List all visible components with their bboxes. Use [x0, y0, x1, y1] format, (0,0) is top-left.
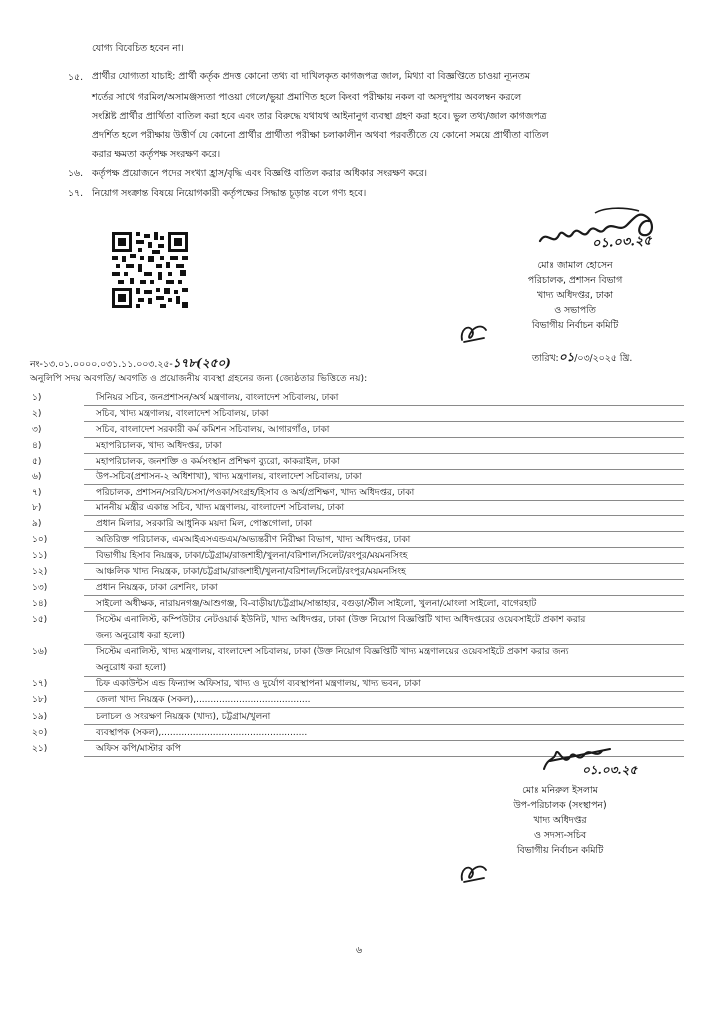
copy-list-text-line-1: সচিব, বাংলাদেশ সরকারী কর্ম কমিশন সচিবালয়, আগারগাঁও, ঢাকা — [96, 425, 330, 435]
copy-list-text-line-1: মাননীয় মন্ত্রীর একান্ত সচিব, খাদ্য মন্ত্রণালয়, বাংলাদেশ সচিবালয়, ঢাকা — [96, 503, 345, 513]
signatory-2-block — [480, 783, 640, 858]
copy-list-text-line-1: ব্যবস্থাপক (সকল),................................................... — [96, 728, 308, 738]
continuation-line: যোগ্য বিবেচিত হবেন না। — [92, 43, 184, 54]
memo-number-prefix: নং-১৩.০১.০০০০.০৩১.১১.০০৩.২৫- — [30, 359, 173, 370]
copy-list-number: ১৬) — [32, 647, 48, 657]
copy-list-text-line-1: প্রধান মিলার, সরকারি আধুনিক ময়দা মিল, পোস্তগোলা, ঢাকা — [96, 519, 313, 529]
copy-list-rule — [84, 484, 684, 485]
memo-number — [30, 357, 231, 371]
memo-number-handwritten: ১৭৮(২৫০) — [172, 356, 231, 370]
copy-list-item — [30, 582, 710, 595]
copy-list-rule — [84, 547, 684, 548]
initial-mark-2 — [458, 860, 490, 886]
copy-list-text — [96, 487, 696, 500]
copy-list-rule — [84, 707, 684, 708]
copy-list-item — [30, 550, 710, 563]
copy-list-text-line-1: বিভাগীয় হিসাব নিয়ন্ত্রক, ঢাকা/চট্টগ্রাম/রাজশাহী/খুলনা/বরিশাল/সিলেট/রংপুর/ময়মনসিংহ — [96, 551, 408, 561]
copy-list-text-line-1: অফিস কপি/মাস্টার কপি — [96, 744, 181, 754]
copy-list-rule — [84, 531, 684, 532]
copy-list-number: ১৫) — [32, 615, 48, 625]
signature-2-date: ০১.০৩.২৫ — [582, 763, 638, 777]
copy-list-number: ৮) — [32, 503, 42, 513]
copy-list-text — [96, 424, 696, 437]
copy-list-number: ১৯) — [32, 712, 48, 722]
page-number: ৬ — [356, 945, 363, 956]
copy-list-item — [30, 614, 710, 641]
memo-date — [532, 351, 632, 365]
signatory-2-designation: উপ-পরিচালক (সংস্থাপন) — [513, 800, 607, 811]
copy-list-item — [30, 534, 710, 547]
copy-list-text-line-1: মহাপরিচালক, জনশক্তি ও কর্মসংস্থান প্রশিক্ষণ ব্যুরো, কাকরাইল, ঢাকা — [96, 457, 340, 467]
copy-list-number: ৭) — [32, 488, 42, 498]
copy-list-item — [30, 408, 710, 421]
memo-date-printed: /০৩/২০২৫ খ্রি. — [574, 353, 633, 364]
copy-list-rule — [84, 469, 684, 470]
copy-list-rule — [84, 500, 684, 501]
copy-list-number: ১৩) — [32, 583, 48, 593]
copy-list-number: ২১) — [32, 744, 48, 754]
signatory-2-role: ও সদস্য-সচিব — [533, 830, 586, 841]
copy-list-text — [96, 502, 696, 515]
clause-16-text: কর্তৃপক্ষ প্রয়োজনে পদের সংখ্যা হ্রাস/বৃদ্ধি এবং বিজ্ঞপ্তি বাতিল করার অধিকার সংরক্ষণ করে। — [92, 168, 428, 179]
clause-15-line-3: সংশ্লিষ্ট প্রার্থীর প্রার্থিতা বাতিল করা হবে এবং তার বিরুদ্ধে যথাযথ আইনানুগ ব্যবস্থা গ্রহণ করা হবে। ভুল তথ্য/জাল কাগজপত্র — [92, 111, 547, 122]
copy-list-item — [30, 518, 710, 531]
copy-list-item — [30, 392, 710, 405]
copy-list-text-line-2: জন্য অনুরোধ করা হলো) — [96, 631, 186, 641]
copy-list-text-line-1: চলাচল ও সংরক্ষণ নিয়ন্ত্রক (খাদ্য), চট্টগ্রাম/খুলনা — [96, 712, 271, 722]
copy-list-rule — [84, 676, 684, 677]
clause-17-text: নিয়োগ সংক্রান্ত বিষয়ে নিয়োগকারী কর্তৃপক্ষের সিদ্ধান্ত চূড়ান্ত বলে গণ্য হবে। — [92, 188, 367, 199]
copy-list-rule — [84, 691, 684, 692]
clause-15-line-2: শর্তের সাথে গরমিল/অসামঞ্জস্যতা পাওয়া গেলে/ভুয়া প্রমাণিত হলে কিংবা পরীক্ষায় নকল বা অসদুপায় অবলম্বন করলে — [92, 92, 522, 103]
copy-list-text-line-1: মহাপরিচালক, খাদ্য অধিদপ্তর, ঢাকা — [96, 441, 222, 451]
copy-list-rule — [84, 579, 684, 580]
copy-list-item — [30, 502, 710, 515]
clause-number-15: ১৫. — [68, 72, 84, 83]
copy-list-text — [96, 518, 696, 531]
signatory-2-committee: বিভাগীয় নির্বাচন কমিটি — [516, 845, 604, 856]
copy-list-number: ১১) — [32, 551, 48, 561]
copy-list-text — [96, 456, 696, 469]
copy-list-text — [96, 711, 696, 724]
copy-list-rule — [84, 405, 684, 406]
copy-list-text — [96, 550, 696, 563]
copy-list-number: ১৭) — [32, 679, 48, 689]
signatory-2-office: খাদ্য অধিদপ্তর — [533, 815, 587, 826]
copy-list-text — [96, 598, 696, 611]
copy-list-text-line-1: অতিরিক্ত পরিচালক, এমআইএসএন্ডএম/অভ্যন্তরীণ নিরীক্ষা বিভাগ, খাদ্য অধিদপ্তর, ঢাকা — [96, 535, 411, 545]
copy-list-text-line-1: প্রধান নিয়ন্ত্রক, ঢাকা রেশনিং, ঢাকা — [96, 583, 218, 593]
clause-number-17: ১৭. — [68, 188, 84, 199]
memo-date-label: তারিখ: — [532, 353, 559, 364]
copy-list-item — [30, 440, 710, 453]
copy-list-rule — [84, 724, 684, 725]
copy-list-text — [96, 582, 696, 595]
copy-list-rule — [84, 563, 684, 564]
copy-list-text-line-1: সিস্টেম এনালিস্ট, খাদ্য মন্ত্রণালয়, বাংলাদেশ সচিবালয়, ঢাকা (উক্ত নিয়োগ বিজ্ঞপ্তিটি খাদ্য মন্ত্রণালয়ের ওয়েবসাইটে প্রকাশ করার জন্য — [96, 647, 569, 657]
copy-list-item — [30, 566, 710, 579]
signatory-1-designation: পরিচালক, প্রশাসন বিভাগ — [527, 275, 623, 286]
copy-list-text-line-1: উপ-সচিব(প্রশাসন-২ অধিশাখা), খাদ্য মন্ত্রণালয়, বাংলাদেশ সচিবালয়, ঢাকা — [96, 472, 362, 482]
qr-code — [112, 232, 188, 308]
signatory-1-role: ও সভাপতি — [554, 305, 596, 316]
copy-list-item — [30, 424, 710, 437]
clause-15-text — [92, 69, 692, 162]
clause-number-16: ১৬. — [68, 168, 84, 179]
copy-heading: অনুলিপি সদয় অবগতি/ অবগতি ও প্রয়োজনীয় ব্যবস্থা গ্রহনের জন্য (জ্যেষ্ঠতার ভিত্তিতে নয়): — [30, 373, 368, 384]
copy-list-item — [30, 678, 710, 691]
copy-list-number: ১২) — [32, 567, 48, 577]
copy-list-item — [30, 694, 710, 707]
copy-list-number: ৫) — [32, 457, 42, 467]
copy-list-item — [30, 471, 710, 484]
copy-list-text-line-1: জেলা খাদ্য নিয়ন্ত্রক (সকল),........................................ — [96, 695, 311, 705]
clause-15-line-4: প্রদর্শিত হলে পরীক্ষায় উত্তীর্ণ যে কোনো প্রার্থীর প্রার্থীতা পরীক্ষা চলাকালীন অথবা পরবর্তীতে যে কোনো সময়ে প্রার্থীতা বাতিল — [92, 130, 549, 141]
copy-list-text — [96, 471, 696, 484]
copy-list-number: ১) — [32, 393, 42, 403]
copy-list-text — [96, 566, 696, 579]
copy-list-rule — [84, 611, 684, 612]
copy-list-number: ২০) — [32, 728, 48, 738]
copy-list-text — [96, 678, 696, 691]
copy-list-text — [96, 614, 696, 643]
copy-list-rule — [84, 453, 684, 454]
copy-list-text — [96, 392, 696, 405]
copy-list-number: ৪) — [32, 441, 42, 451]
copy-list-text — [96, 440, 696, 453]
signatory-1-committee: বিভাগীয় নির্বাচন কমিটি — [531, 320, 619, 331]
signatory-2-name: মোঃ মনিরুল ইসলাম — [522, 785, 598, 796]
copy-list-text-line-1: সাইলো অধীক্ষক, নারায়নগঞ্জ/আশুগঞ্জ, বি-বাড়ীয়া/চট্টগ্রাম/সান্তাহার, বগুড়া/স্টীল সাইলো, খুলনা/মোংলা সাইলো, বাগেরহাট — [96, 599, 537, 609]
copy-list-item — [30, 598, 710, 611]
copy-list-item — [30, 646, 710, 673]
copy-list-number: ২) — [32, 409, 42, 419]
copy-list-text-line-1: সিনিয়র সচিব, জনপ্রশাসন/অর্থ মন্ত্রণালয়, বাংলাদেশ সচিবালয়, ঢাকা — [96, 393, 339, 403]
copy-list-number: ১৮) — [32, 695, 48, 705]
copy-list-rule — [84, 644, 684, 645]
copy-list-text-line-2: অনুরোধ করা হলো) — [96, 663, 167, 673]
copy-list-rule — [84, 515, 684, 516]
copy-list-rule — [84, 595, 684, 596]
clause-15-line-1: প্রার্থীর যোগ্যতা যাচাই: প্রার্থী কর্তৃক প্রদত্ত কোনো তথ্য বা দাখিলকৃত কাগজপত্র জাল, মিথ্যা বা বিজ্ঞপ্তিতে চাওয়া ন্যূনতম — [92, 71, 530, 82]
copy-list-text-line-1: পরিচালক, প্রশাসন/সরবি/চসসা/পওকা/সংগ্রহ/হিসাব ও অর্থ/প্রশিক্ষণ, খাদ্য অধিদপ্তর, ঢাকা — [96, 488, 415, 498]
copy-list-text — [96, 408, 696, 421]
memo-date-handwritten: ০১ — [558, 350, 575, 364]
copy-list-text — [96, 534, 696, 547]
copy-list-rule — [84, 437, 684, 438]
copy-list-number: ৯) — [32, 519, 42, 529]
copy-list-number: ৩) — [32, 425, 42, 435]
copy-list-number: ১৪) — [32, 599, 48, 609]
copy-list-item — [30, 456, 710, 469]
signatory-1-name: মোঃ জামাল হোসেন — [537, 260, 613, 271]
initial-mark-1 — [458, 320, 490, 346]
signature-1-date: ০১.০৩.২৫ — [591, 233, 653, 252]
copy-list-text — [96, 694, 696, 707]
copy-list-item — [30, 487, 710, 500]
clause-15-line-5: করার ক্ষমতা কর্তৃপক্ষ সংরক্ষণ করে। — [92, 149, 221, 160]
copy-list-number: ১০) — [32, 535, 48, 545]
copy-list-number: ৬) — [32, 472, 42, 482]
signatory-1-block — [490, 258, 660, 333]
copy-list-text-line-1: আঞ্চলিক খাদ্য নিয়ন্ত্রক, ঢাকা/চট্টগ্রাম/রাজশাহী/খুলনা/বরিশাল/সিলেট/রংপুর/ময়মনসিংহ — [96, 567, 406, 577]
copy-list-text-line-1: চিফ একাউন্টস এন্ড ফিন্যান্স অফিসার, খাদ্য ও দুর্যোগ ব্যবস্থাপনা মন্ত্রণালয়, খাদ্য ভবন, ঢাকা — [96, 679, 421, 689]
copy-list-text — [96, 646, 696, 675]
copy-list-item — [30, 711, 710, 724]
copy-list-text-line-1: সিস্টেম এনালিস্ট, কম্পিউটার নেটওয়ার্ক ইউনিট, খাদ্য অধিদপ্তর, ঢাকা (উক্ত নিয়োগ বিজ্ঞপ্তিটি খাদ্য অধিদপ্তরের ওয়েবসাইটে প্রকাশ করার — [96, 615, 586, 625]
signatory-1-office: খাদ্য অধিদপ্তর, ঢাকা — [537, 290, 613, 301]
copy-list-rule — [84, 421, 684, 422]
copy-list-text-line-1: সচিব, খাদ্য মন্ত্রণালয়, বাংলাদেশ সচিবালয়, ঢাকা — [96, 409, 269, 419]
